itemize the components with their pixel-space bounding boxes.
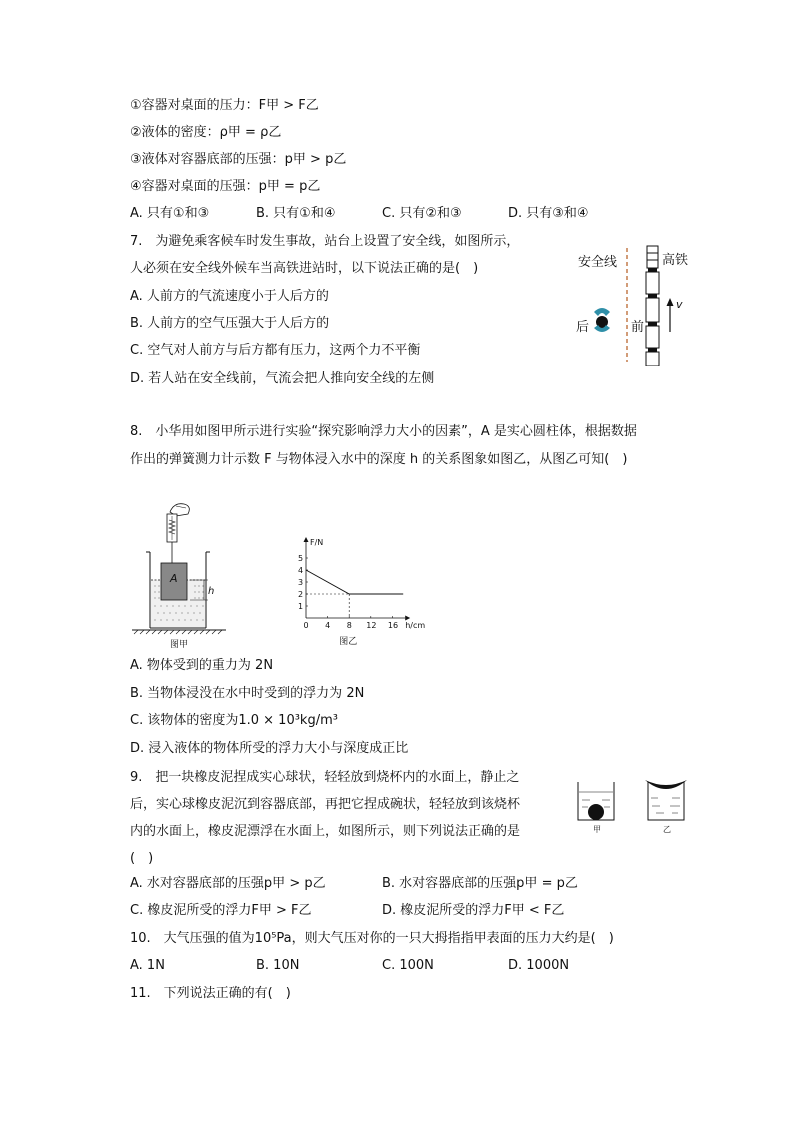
q7-stem-line-1: 7. 为避免乘客候车时发生事故，站台上设置了安全线，如图所示，	[130, 234, 520, 249]
series-line	[306, 570, 403, 594]
q7-option-d[interactable]: D. 若人站在安全线前，气流会把人推向安全线的左侧	[130, 371, 435, 386]
x-axis-label: h/cm	[405, 621, 426, 630]
front-label: 前	[631, 320, 645, 335]
q9-option-b[interactable]: B. 水对容器底部的压强p甲 = p乙	[382, 876, 578, 891]
figure-b-caption: 图乙	[339, 637, 358, 647]
beaker-yi	[645, 780, 687, 820]
q10-option-c[interactable]: C. 100N	[382, 958, 434, 973]
q6-option-b[interactable]: B. 只有①和④	[256, 206, 336, 221]
y-tick-label: 4	[298, 566, 304, 575]
q9-stem-line-3: 内的水面上，橡皮泥漂浮在水面上，如图所示，则下列说法正确的是	[130, 824, 521, 839]
q9-option-c[interactable]: C. 橡皮泥所受的浮力F甲 > F乙	[130, 903, 312, 918]
train-icon	[646, 246, 659, 366]
q8-stem-line-2: 作出的弹簧测力计示数 F 与物体浸入水中的深度 h 的关系图象如图乙，从图乙可知( )	[130, 452, 628, 467]
q10-option-b[interactable]: B. 10N	[256, 958, 300, 973]
q6-statement-1: ①容器对桌面的压力：F甲 > F乙	[130, 98, 319, 113]
q8-option-c[interactable]: C. 该物体的密度为1.0 × 10³kg/m³	[130, 713, 338, 728]
x-tick-label: 16	[387, 621, 399, 630]
q8-option-d[interactable]: D. 浸入液体的物体所受的浮力大小与深度成正比	[130, 741, 409, 756]
y-tick-label: 5	[298, 554, 304, 563]
back-label: 后	[576, 320, 590, 335]
y-tick-label: 3	[298, 578, 304, 587]
q7-option-a[interactable]: A. 人前方的气流速度小于人后方的	[130, 289, 329, 304]
q6-statement-2: ②液体的密度：ρ甲 = ρ乙	[130, 125, 282, 140]
q6-statement-4: ④容器对桌面的压强：p甲 = p乙	[130, 179, 321, 194]
velocity-arrow-icon	[667, 298, 674, 332]
q9-figure	[572, 776, 700, 836]
table-surface	[132, 630, 226, 634]
velocity-label: v	[676, 298, 683, 311]
beaker-jia	[578, 782, 614, 820]
q9-option-d[interactable]: D. 橡皮泥所受的浮力F甲 < F乙	[382, 903, 565, 918]
q8-stem-line-1: 8. 小华用如图甲所示进行实验“探究影响浮力大小的因素”，A 是实心圆柱体，根据数据	[130, 424, 637, 439]
person-icon	[594, 308, 610, 332]
x-axis-arrow	[405, 616, 410, 621]
cylinder-a-label: A	[170, 572, 178, 585]
q7-stem-line-2: 人必须在安全线外候车当高铁进站时，以下说法正确的是( )	[130, 261, 479, 276]
clay-bowl	[645, 780, 687, 789]
q7-option-c[interactable]: C. 空气对人前方与后方都有压力，这两个力不平衡	[130, 343, 421, 358]
q6-option-d[interactable]: D. 只有③和④	[508, 206, 589, 221]
q7-option-b[interactable]: B. 人前方的空气压强大于人后方的	[130, 316, 330, 331]
x-tick-label: 8	[346, 621, 352, 630]
q8-figure-a	[130, 500, 240, 650]
y-axis-arrow	[304, 537, 309, 542]
q9-option-a[interactable]: A. 水对容器底部的压强p甲 > p乙	[130, 876, 326, 891]
spring-scale-icon	[167, 514, 177, 563]
figure-a-caption: 图甲	[170, 640, 189, 650]
y-axis-label: F/N	[310, 538, 324, 547]
q10-stem: 10. 大气压强的值为10⁵Pa，则大气压对你的一只大拇指指甲表面的压力大约是( )	[130, 931, 614, 946]
depth-label: h	[208, 586, 215, 597]
clay-ball	[588, 804, 604, 820]
q9-stem-line-2: 后，实心球橡皮泥沉到容器底部，再把它捏成碗状，轻轻放到该烧杯	[130, 797, 521, 812]
q9-stem-line-1: 9. 把一块橡皮泥捏成实心球状，轻轻放到烧杯内的水面上，静止之	[130, 770, 520, 785]
beaker-jia-label: 甲	[593, 825, 601, 834]
x-tick-label: 4	[325, 621, 331, 630]
y-tick-label: 2	[298, 590, 304, 599]
y-tick-label: 1	[298, 602, 304, 611]
q7-figure	[572, 242, 700, 366]
q10-option-d[interactable]: D. 1000N	[508, 958, 570, 973]
q9-stem-line-4: ( )	[130, 851, 154, 866]
safety-line-label: 安全线	[578, 255, 618, 270]
q8-option-b[interactable]: B. 当物体浸没在水中时受到的浮力为 2N	[130, 686, 365, 701]
beaker-yi-label: 乙	[663, 825, 671, 834]
x-tick-label: 12	[366, 621, 377, 630]
q11-stem: 11. 下列说法正确的有( )	[130, 986, 291, 1001]
x-tick-label: 0	[303, 621, 309, 630]
q10-option-a[interactable]: A. 1N	[130, 958, 165, 973]
q6-option-c[interactable]: C. 只有②和③	[382, 206, 462, 221]
q8-option-a[interactable]: A. 物体受到的重力为 2N	[130, 658, 274, 673]
train-label: 高铁	[662, 253, 689, 268]
q6-statement-3: ③液体对容器底部的压强：p甲 > p乙	[130, 152, 347, 167]
q8-chart	[292, 505, 462, 650]
q6-option-a[interactable]: A. 只有①和③	[130, 206, 210, 221]
